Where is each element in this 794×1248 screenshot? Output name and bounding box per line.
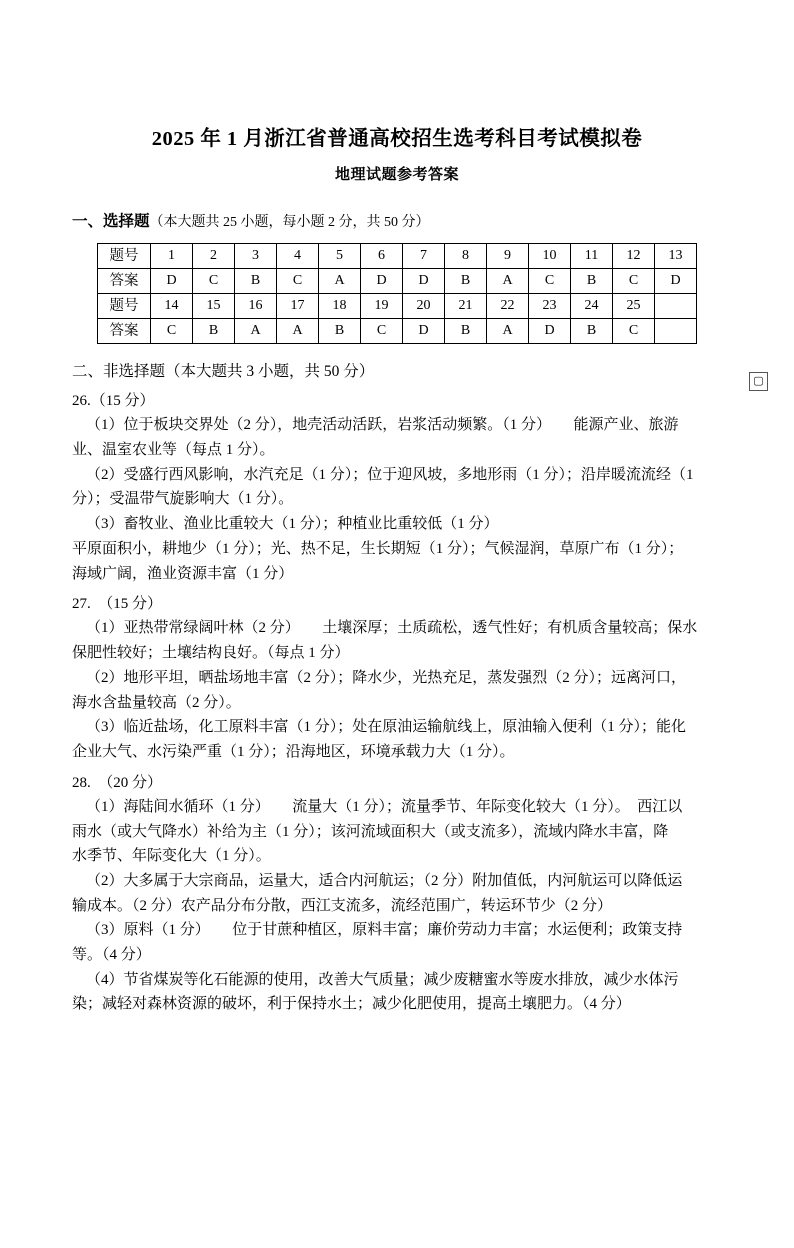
answer-line: （4）节省煤炭等化石能源的使用，改善大气质量；减少废糖蜜水等废水排放，减少水体污 <box>86 971 679 988</box>
question-number-cell: 8 <box>445 243 487 268</box>
section-heading-detail: （本大题共 3 小题，共 50 分） <box>165 362 375 380</box>
answer-cell: C <box>529 268 571 293</box>
question-number-cell: 4 <box>277 243 319 268</box>
answer-cell: C <box>151 318 193 343</box>
table-row <box>98 268 697 293</box>
answer-key-table <box>97 243 697 344</box>
question-number-cell: 12 <box>613 243 655 268</box>
row-header-answer: 答案 <box>98 318 151 343</box>
answer-cell: C <box>613 318 655 343</box>
question-number-cell: 2 <box>193 243 235 268</box>
answer-line: （2）地形平坦，晒盐场地丰富（2 分）；降水少，光热充足，蒸发强烈（2 分）；远离河口， <box>86 669 687 686</box>
section-heading-multiple-choice <box>72 210 722 233</box>
document-page <box>0 126 794 1248</box>
comment-icon[interactable]: ▢ <box>749 372 768 391</box>
table-row <box>98 243 697 268</box>
answer-cell: D <box>361 268 403 293</box>
answer-line: （3）原料（1 分） 位于甘蔗种植区，原料丰富；廉价劳动力丰富；水运便利；政策支持 <box>86 922 683 939</box>
answer-cell: B <box>319 318 361 343</box>
answer-cell: B <box>193 318 235 343</box>
question-number-cell: 10 <box>529 243 571 268</box>
answer-cell: B <box>235 268 277 293</box>
page-subtitle: 地理试题参考答案 <box>334 166 459 183</box>
section-heading-detail: （本大题共 25 小题，每小题 2 分，共 50 分） <box>149 214 430 230</box>
row-header-question: 题号 <box>98 293 151 318</box>
answer-line: 业、温室农业等（每点 1 分）。 <box>72 442 275 459</box>
answer-line: 输成本。（2 分）农产品分布分散，西江支流多，流经范围广，转运环节少（2 分） <box>72 897 613 914</box>
question-number-cell: 6 <box>361 243 403 268</box>
question-number-cell: 25 <box>613 293 655 318</box>
question-number-cell: 23 <box>529 293 571 318</box>
question-number-cell: 14 <box>151 293 193 318</box>
answer-cell: C <box>277 268 319 293</box>
answer-line: 海域广阔，渔业资源丰富（1 分） <box>72 565 294 582</box>
answer-cell: C <box>361 318 403 343</box>
empty-cell <box>655 318 697 343</box>
answer-cell: C <box>613 268 655 293</box>
answer-line: 保肥性较好；土壤结构良好。（每点 1 分） <box>72 645 350 662</box>
section-heading-label: 一、选择题 <box>72 212 150 230</box>
question-number-cell: 5 <box>319 243 361 268</box>
section-heading-free-response <box>72 360 722 383</box>
question-number-cell: 1 <box>151 243 193 268</box>
answer-cell: A <box>277 318 319 343</box>
answer-line: （2）大多属于大宗商品，运量大，适合内河航运；（2 分）附加值低，内河航运可以降低运 <box>86 872 683 889</box>
question-number: 27. （15 分） <box>72 596 163 613</box>
page-title: 2025 年 1 月浙江省普通高校招生选考科目考试模拟卷 <box>151 128 643 150</box>
question-number-cell: 15 <box>193 293 235 318</box>
row-header-question: 题号 <box>98 243 151 268</box>
question-number-cell: 24 <box>571 293 613 318</box>
empty-cell <box>655 293 697 318</box>
answer-line: 海水含盐量较高（2 分）。 <box>72 694 241 711</box>
table-row <box>98 318 697 343</box>
answer-cell: B <box>571 318 613 343</box>
answer-cell: A <box>487 318 529 343</box>
question-number-cell: 20 <box>403 293 445 318</box>
answer-line: （1）海陆间水循环（1 分） 流量大（1 分）；流量季节、年际变化较大（1 分）。 西江以 <box>86 798 683 815</box>
question-number: 28. （20 分） <box>72 774 163 791</box>
answer-line: （3）临近盐场，化工原料丰富（1 分）；处在原油运输航线上，原油输入便利（1 分）；能化 <box>86 719 687 736</box>
answer-cell: A <box>319 268 361 293</box>
answer-cell: D <box>529 318 571 343</box>
answer-cell: A <box>487 268 529 293</box>
answer-line: 雨水（或大气降水）补给为主（1 分）；该河流域面积大（或支流多），流域内降水丰富，降 <box>72 823 669 840</box>
answer-line: 企业大气、水污染严重（1 分）；沿海地区，环境承载力大（1 分）。 <box>72 743 515 760</box>
question-number-cell: 9 <box>487 243 529 268</box>
answer-line: 染；减轻对森林资源的破坏，利于保持水土；减少化肥使用，提高土壤肥力。（4 分） <box>72 996 631 1013</box>
answer-cell: B <box>445 268 487 293</box>
answer-cell: B <box>445 318 487 343</box>
question-number-cell: 13 <box>655 243 697 268</box>
question-number-cell: 7 <box>403 243 445 268</box>
answer-line: （2）受盛行西风影响，水汽充足（1 分）；位于迎风坡，多地形雨（1 分）；沿岸暖流流经（1 <box>86 466 694 483</box>
row-header-answer: 答案 <box>98 268 151 293</box>
section-heading-label: 二、非选择题 <box>72 362 166 380</box>
answer-line: 分）；受温带气旋影响大（1 分）。 <box>72 491 294 508</box>
answer-cell: B <box>571 268 613 293</box>
table-row <box>98 293 697 318</box>
answer-line: （1）亚热带常绿阔叶林（2 分） 土壤深厚；土质疏松，透气性好；有机质含量较高；保水 <box>86 620 698 637</box>
answer-cell: D <box>655 268 697 293</box>
answer-line: （3）畜牧业、渔业比重较大（1 分）；种植业比重较低（1 分） <box>86 516 499 533</box>
question-number-cell: 16 <box>235 293 277 318</box>
question-number: 26.（15 分） <box>72 393 155 410</box>
question-number-cell: 11 <box>571 243 613 268</box>
answer-line: 等。（4 分） <box>72 946 151 963</box>
answer-cell: C <box>193 268 235 293</box>
question-number-cell: 3 <box>235 243 277 268</box>
answer-cell: D <box>403 268 445 293</box>
answer-cell: D <box>151 268 193 293</box>
question-number-cell: 21 <box>445 293 487 318</box>
answer-line: （1）位于板块交界处（2 分），地壳活动活跃，岩浆活动频繁。（1 分） 能源产业、旅游 <box>86 417 679 434</box>
question-number-cell: 22 <box>487 293 529 318</box>
answer-line: 平原面积小，耕地少（1 分）；光、热不足，生长期短（1 分）；气候湿润，草原广布（1 分）； <box>72 540 684 557</box>
answer-cell: D <box>403 318 445 343</box>
answer-cell: A <box>235 318 277 343</box>
question-number-cell: 19 <box>361 293 403 318</box>
question-number-cell: 17 <box>277 293 319 318</box>
answer-line: 水季节、年际变化大（1 分）。 <box>72 848 271 865</box>
question-number-cell: 18 <box>319 293 361 318</box>
